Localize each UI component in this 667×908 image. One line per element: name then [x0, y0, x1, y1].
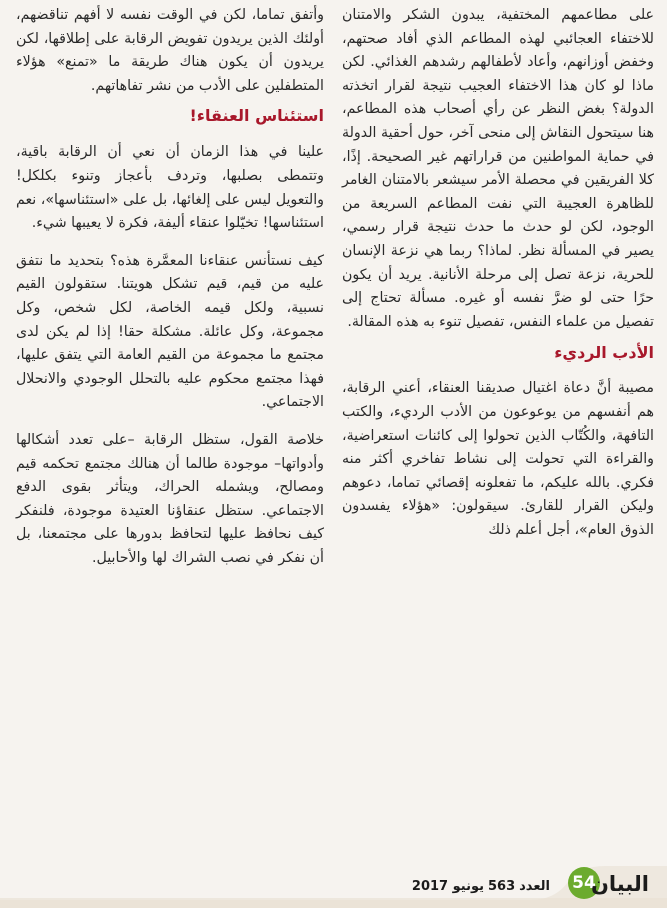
article-paragraph: كيف نستأنس عنقاءنا المعمَّرة هذه؟ بتحديد ما نتفق عليه من قيم، قيم تشكل هويتنا. ستقولون القيم نسبية، ولكل قيمه الخاصة، لكل شخص، وكل مجموعة، وكل عائلة. مشكلة حقا! إذا لم يكن لدى مجتمع ما مجموعة من القيم العامة التي يتفق عليها، فهذا مجتمع محكوم عليه بالتحلل الوجودي والانحلال الاجتماعي.	[16, 252, 324, 411]
article-paragraph: خلاصة القول، ستظل الرقابة –على تعدد أشكالها وأدواتها– موجودة طالما أن هنالك مجتمع تحكمه قيم ومصالح، ويشمله الحراك، ويتأثر بقوى الدفع الاجتماعي. ستظل عنقاؤنا العتيدة موجودة، فلنفكر كيف نحافظ عليها لتحافظ بدورها على مجتمعنا، بل أن نفكر في نصب الشراك لها والأحابيل.	[16, 431, 324, 566]
issue-info	[408, 879, 550, 894]
right-column	[342, 4, 654, 542]
left-column	[16, 4, 324, 570]
article-paragraph: علينا في هذا الزمان أن نعي أن الرقابة باقية، وتتمطى بصلبها، وتردف بأعجاز وتنوء بكلكل! والتعويل ليس على إلغائها، بل على «استئناسها»، نعم استئناسها! تخيّلوا عنقاء أليفة، فكرة لا يعيبها شيء.	[16, 144, 324, 232]
section-heading: استئناس العنقاء!	[189, 106, 324, 126]
article-paragraph: وأتفق تماما، لكن في الوقت نفسه لا أفهم تناقضهم، أولئك الذين يريدون تفويض الرقابة على إطلاقها، لكن يريدون أن يكون هناك طريقة ما «تمنع» هؤلاء المتطفلين على الأدب من نشر تفاهاتهم.	[16, 7, 324, 94]
section-heading: الأدب الرديء	[554, 343, 654, 363]
magazine-logo: البيان	[590, 872, 649, 896]
page-number-badge: 54	[568, 867, 600, 899]
page-footer	[0, 838, 667, 908]
article-paragraph: مصيبة أنَّ دعاة اغتيال صديقنا العنقاء، أعني الرقابة، هم أنفسهم من يوعوعون من الأدب الرديء، والكتب التافهة، والكُتّاب الذين تحولوا إلى كائنات استعراضية، والقراءة التي تحولت إلى نشاط تفاخري أكثر منه فكري. بالله عليكم، ما تفعلونه إقصائي تماما، دعوهم وليكن القرار للقارئ. سيقولون: «هؤلاء يفسدون الذوق العام»، أجل أعلم ذلك	[342, 380, 654, 538]
issue-number: 563	[488, 879, 516, 894]
issue-label: العدد	[519, 879, 550, 894]
article-paragraph: على مطاعمهم المختفية، يبدون الشكر والامتنان للاختفاء العجائبي لهذه المطاعم الذي أفاد صحتهم، وخفض أوزانهم، وأعاد لأطفالهم رشدهم الغذائي. لكن ماذا لو كان هذا الاختفاء العجيب نتيجة لقرار اتخذته الدولة؟ بغض النظر عن رأي أصحاب هذه المطاعم، هنا سيتحول النقاش إلى منحى آخر، حول أحقية الدولة في حماية المواطنين من قراراتهم غير الصحيحة. إذًا، كلا الفريقين في محصلة الأمر سيشعر بالامتنان الغامر للظاهرة العجيبة التي نفت المطاعم السريعة من الوجود، لكن لو حدث ما حدث نتيجة قرار رسمي، يصير في المسألة نظر. لماذا؟ ربما هي نزعة الإنسان للحرية، نزعة تصل إلى مرحلة الأنانية. يريد أن يكون حرًا حتى لو ضرَّ نفسه أو غيره. مسألة تحتاج إلى تفصيل من علماء النفس، تفصيل تنوء به هذه المقالة.	[342, 7, 654, 330]
footer-decoration	[0, 838, 667, 908]
issue-date: يونيو 2017	[411, 879, 484, 894]
